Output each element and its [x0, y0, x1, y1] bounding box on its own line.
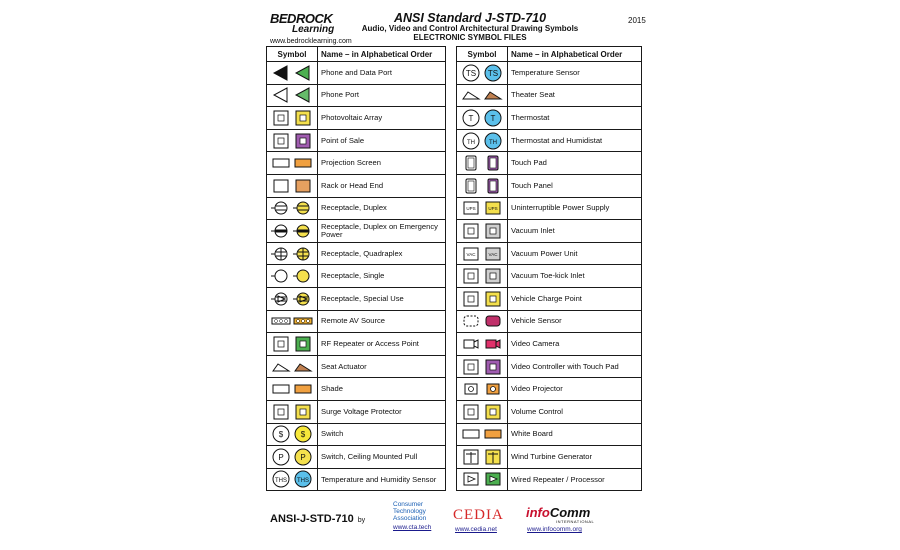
symbol-label: T [468, 113, 474, 123]
table-row [267, 468, 446, 491]
table-header-row [457, 47, 642, 62]
symbol-cell [267, 378, 318, 401]
receptacle-special-icon [269, 290, 315, 308]
symbol-name: Wind Turbine Generator [508, 446, 642, 469]
volume-control-icon [459, 403, 505, 421]
thermostat-humidistat-icon [459, 132, 505, 150]
table-row [457, 400, 642, 423]
symbol-name: Video Controller with Touch Pad [508, 355, 642, 378]
name-column-header: Name – in Alphabetical Order [318, 47, 446, 62]
symbol-cell [457, 355, 508, 378]
symbol-name: Seat Actuator [318, 355, 446, 378]
infocomm-part-b: Comm [549, 505, 591, 520]
shade-icon [269, 380, 315, 398]
table-row [457, 62, 642, 85]
receptacle-emergency-icon [269, 222, 315, 240]
symbol-cell [457, 265, 508, 288]
symbol-name: Phone Port [318, 84, 446, 107]
brand-url[interactable]: www.bedrocklearning.com [270, 38, 352, 45]
photovoltaic-icon [269, 109, 315, 127]
symbol-cell [457, 400, 508, 423]
switch-icon [269, 425, 315, 443]
cta-logo [393, 501, 432, 531]
infocomm-logo [526, 505, 590, 520]
table-row [457, 355, 642, 378]
receptacle-single-icon [269, 267, 315, 285]
symbol-name: Remote AV Source [318, 310, 446, 333]
symbol-name: Phone and Data Port [318, 62, 446, 85]
brand-line1: BEDROCK [270, 11, 333, 26]
symbol-name: Temperature and Humidity Sensor [318, 468, 446, 491]
page-title: ANSI Standard J-STD-710 [393, 11, 547, 25]
symbol-cell [457, 129, 508, 152]
table-row [267, 287, 446, 310]
symbol-label: VAC [488, 251, 498, 257]
symbol-cell [457, 62, 508, 85]
table-row [267, 129, 446, 152]
cta-url[interactable]: www.cta.tech [393, 524, 432, 531]
touch-pad-icon [459, 154, 505, 172]
symbol-cell [457, 310, 508, 333]
symbol-label: P [278, 452, 284, 462]
symbol-name: Uninterruptible Power Supply [508, 197, 642, 220]
symbol-cell [267, 468, 318, 491]
symbol-label: P [300, 452, 306, 462]
symbol-cell [457, 378, 508, 401]
phone-port-icon [269, 86, 315, 104]
temp-sensor-icon [459, 64, 505, 82]
symbol-label: TH [467, 139, 475, 146]
video-camera-icon [459, 335, 505, 353]
page-title-block [360, 12, 580, 42]
by-label: by [357, 517, 366, 524]
symbol-label: TH [489, 139, 497, 146]
vehicle-sensor-icon [459, 312, 505, 330]
symbol-cell [457, 468, 508, 491]
table-row [267, 400, 446, 423]
table-row [457, 197, 642, 220]
symbol-name: Receptacle, Quadraplex [318, 242, 446, 265]
table-row [267, 84, 446, 107]
vacuum-toekick-icon [459, 267, 505, 285]
symbol-name: Switch [318, 423, 446, 446]
table-row [457, 107, 642, 130]
symbol-name: Temperature Sensor [508, 62, 642, 85]
symbol-cell [267, 129, 318, 152]
symbol-label: UPS [466, 206, 476, 212]
infocomm-part-a: info [526, 505, 550, 520]
symbol-cell [267, 265, 318, 288]
table-row [267, 174, 446, 197]
cta-line3: Association [393, 514, 427, 522]
symbol-cell [457, 333, 508, 356]
symbol-cell [267, 220, 318, 243]
symbol-name: Receptacle, Duplex on Emergency Power [318, 220, 446, 243]
symbol-name: Thermostat and Humidistat [508, 129, 642, 152]
table-row [267, 446, 446, 469]
year-label: 2015 [628, 16, 646, 25]
symbol-cell [267, 355, 318, 378]
table-row [457, 174, 642, 197]
brand-line2: Learning [292, 24, 335, 35]
receptacle-quad-icon [269, 245, 315, 263]
symbol-name: Theater Seat [508, 84, 642, 107]
table-row [267, 152, 446, 175]
symbol-cell [267, 62, 318, 85]
symbol-name: Receptacle, Duplex [318, 197, 446, 220]
ths-icon [269, 470, 315, 488]
wired-repeater-icon [459, 470, 505, 488]
table-row [267, 265, 446, 288]
symbol-label: THS [275, 478, 287, 485]
symbol-name: Touch Pad [508, 152, 642, 175]
symbol-name: Video Projector [508, 378, 642, 401]
symbol-cell [267, 446, 318, 469]
symbol-label: VAC [466, 251, 476, 257]
remote-av-icon [269, 312, 315, 330]
symbol-name: Photovoltaic Array [318, 107, 446, 130]
symbol-cell [267, 287, 318, 310]
symbol-label: TS [487, 68, 499, 78]
symbol-name: Video Camera [508, 333, 642, 356]
pos-icon [269, 132, 315, 150]
symbol-cell [267, 84, 318, 107]
symbol-name: Vacuum Power Unit [508, 242, 642, 265]
symbol-cell [267, 107, 318, 130]
table-row [457, 265, 642, 288]
symbol-name: Point of Sale [318, 129, 446, 152]
symbol-label: $ [278, 430, 284, 440]
symbol-cell [457, 174, 508, 197]
symbol-name: Wired Repeater / Processor [508, 468, 642, 491]
table-row [457, 84, 642, 107]
table-row [267, 242, 446, 265]
symbol-cell [457, 423, 508, 446]
symbol-cell [267, 333, 318, 356]
bedrock-logo [270, 12, 334, 35]
page-subtitle-2: ELECTRONIC SYMBOL FILES [413, 32, 527, 42]
vacuum-power-icon [459, 245, 505, 263]
table-row [457, 287, 642, 310]
symbol-name: Touch Panel [508, 174, 642, 197]
symbol-name: Volume Control [508, 400, 642, 423]
theater-seat-icon [459, 86, 505, 104]
symbol-label: TS [465, 68, 477, 78]
standard-code-text: ANSI-J-STD-710 [270, 513, 354, 525]
infocomm-url[interactable]: www.infocomm.org [527, 526, 582, 533]
white-board-icon [459, 425, 505, 443]
receptacle-duplex-icon [269, 199, 315, 217]
symbol-label: UPS [488, 206, 498, 212]
table-row [267, 423, 446, 446]
symbol-name: Vacuum Inlet [508, 220, 642, 243]
symbol-cell [267, 197, 318, 220]
symbol-column-header: Symbol [457, 47, 508, 62]
surge-protector-icon [269, 403, 315, 421]
cedia-logo: CEDIA [453, 507, 504, 523]
table-row [267, 378, 446, 401]
table-row [267, 220, 446, 243]
table-row [457, 468, 642, 491]
table-row [457, 333, 642, 356]
infocomm-subtitle: INTERNATIONAL [556, 519, 595, 524]
video-controller-icon [459, 358, 505, 376]
symbol-name: White Board [508, 423, 642, 446]
symbol-cell [457, 107, 508, 130]
symbol-cell [457, 152, 508, 175]
page-subtitle: Audio, Video and Control Architectural Drawing Symbols [361, 24, 579, 34]
symbol-name: Receptacle, Special Use [318, 287, 446, 310]
symbol-cell [267, 174, 318, 197]
cedia-url[interactable]: www.cedia.net [455, 526, 497, 533]
table-row [267, 197, 446, 220]
symbol-cell [267, 400, 318, 423]
table-row [267, 333, 446, 356]
standard-code [270, 513, 365, 525]
ups-icon [459, 199, 505, 217]
symbol-cell [457, 197, 508, 220]
symbol-name: Surge Voltage Protector [318, 400, 446, 423]
vacuum-inlet-icon [459, 222, 505, 240]
symbol-column-header: Symbol [267, 47, 318, 62]
rf-repeater-icon [269, 335, 315, 353]
table-row [267, 355, 446, 378]
wind-turbine-icon [459, 448, 505, 466]
table-header-row [267, 47, 446, 62]
symbol-cell [267, 152, 318, 175]
table-row [457, 310, 642, 333]
video-projector-icon [459, 380, 505, 398]
symbol-cell [457, 287, 508, 310]
symbol-name: Thermostat [508, 107, 642, 130]
thermostat-icon [459, 109, 505, 127]
vehicle-charge-icon [459, 290, 505, 308]
symbol-cell [267, 310, 318, 333]
symbol-label: T [490, 113, 496, 123]
table-row [457, 129, 642, 152]
symbol-cell [457, 446, 508, 469]
symbol-cell [267, 242, 318, 265]
symbol-name: Shade [318, 378, 446, 401]
table-row [457, 152, 642, 175]
symbol-cell [267, 423, 318, 446]
table-row [457, 378, 642, 401]
cta-line2: Technology [393, 507, 426, 515]
table-row [267, 62, 446, 85]
seat-actuator-icon [269, 358, 315, 376]
symbol-name: Switch, Ceiling Mounted Pull [318, 446, 446, 469]
symbol-label: THS [297, 478, 309, 485]
name-column-header: Name – in Alphabetical Order [508, 47, 642, 62]
symbol-table-left [266, 46, 446, 491]
symbol-name: Rack or Head End [318, 174, 446, 197]
table-row [457, 242, 642, 265]
symbol-name: Receptacle, Single [318, 265, 446, 288]
symbol-name: Vehicle Charge Point [508, 287, 642, 310]
touch-panel-icon [459, 177, 505, 195]
symbol-name: Projection Screen [318, 152, 446, 175]
data-port-icon [269, 64, 315, 82]
pull-switch-icon [269, 448, 315, 466]
table-row [457, 220, 642, 243]
cta-line1: Consumer [393, 501, 423, 508]
symbol-table-right [456, 46, 642, 491]
symbol-cell [457, 242, 508, 265]
symbol-cell [457, 84, 508, 107]
symbol-name: Vehicle Sensor [508, 310, 642, 333]
table-row [267, 107, 446, 130]
symbol-label: $ [300, 430, 306, 440]
symbol-name: RF Repeater or Access Point [318, 333, 446, 356]
symbol-cell [457, 220, 508, 243]
table-row [457, 446, 642, 469]
table-row [267, 310, 446, 333]
table-row [457, 423, 642, 446]
symbol-name: Vacuum Toe-kick Inlet [508, 265, 642, 288]
rack-icon [269, 177, 315, 195]
projection-screen-icon [269, 154, 315, 172]
